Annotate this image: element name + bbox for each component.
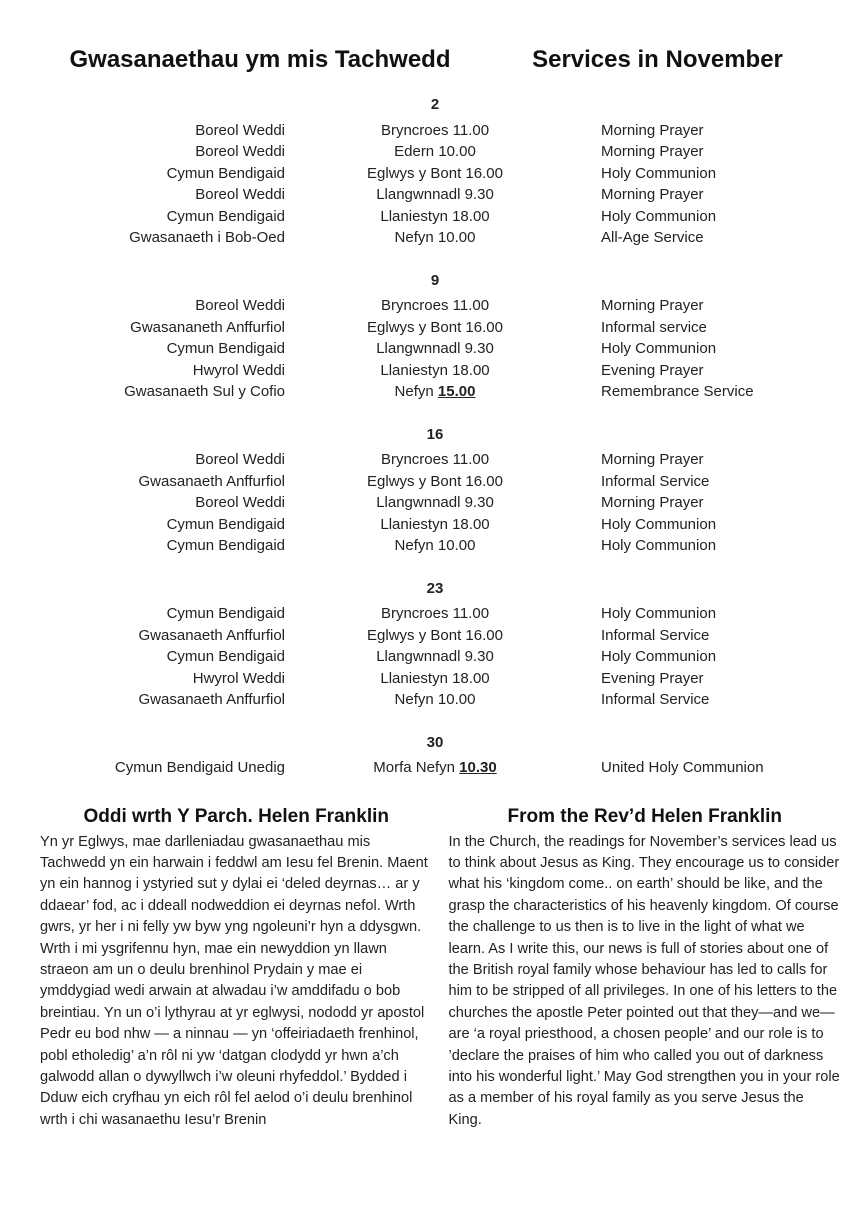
location-time-text: Nefyn 10.00	[394, 229, 476, 246]
page-header	[0, 46, 865, 74]
letter-body-english: In the Church, the readings for November’s services lead us to think about Jesus as King. They encourage us to consider what his ‘kingdom come.. on earth’ should be like, and the grasp the characteristics of his heavenly kingdom. Of course the challenge to us then is to live in the light of what we learn. As I write this, our news is full of stories about one of the British royal family whose behaviour has led to calls for him to be stripped of all privileges. In one of his letters to the churches the apostle Peter pointed out that they—and we—are ‘a royal priesthood, a chosen people’ and our role is to ’declare the praises of him who called you out of darkness into his wonderful light.’ May God strengthen you in your role as a member of his royal family as you serve Jesus the King.	[448, 833, 840, 1128]
service-name-welsh: Cymun Bendigaid	[166, 648, 285, 665]
service-name-welsh: Hwyrol Weddi	[192, 669, 285, 687]
service-name-welsh: Gwasananeth Anffurfiol	[130, 318, 285, 336]
service-name-english: Remembrance Service	[601, 383, 754, 400]
service-name-english: Informal service	[601, 318, 707, 336]
service-location-time	[285, 295, 585, 317]
service-name-welsh: Cymun Bendigaid	[166, 537, 285, 554]
service-name-english: Holy Communion	[601, 648, 717, 665]
service-location-time	[285, 317, 585, 339]
service-row	[0, 514, 865, 536]
service-name-welsh: Hwyrol Weddi	[192, 361, 285, 379]
service-name-english: Holy Communion	[601, 164, 717, 182]
service-name-english: Morning Prayer	[601, 297, 704, 314]
location-time-text: Eglwys y Bont 16.00	[367, 164, 503, 182]
location-time-text: Llangwnnadl 9.30	[376, 494, 494, 511]
letters-section	[0, 805, 865, 1132]
service-location-time	[285, 757, 585, 779]
date-row	[0, 578, 865, 600]
letter-welsh	[40, 805, 433, 1132]
service-name-welsh: Boreol Weddi	[195, 451, 285, 468]
service-location-time	[285, 603, 585, 625]
service-name-welsh: Gwasanaeth i Bob-Oed	[129, 229, 285, 246]
service-row	[0, 668, 865, 690]
letter-title-welsh: Oddi wrth Y Parch. Helen Franklin	[83, 805, 389, 827]
letter-english	[449, 805, 842, 1132]
location-time-text: Llaniestyn 18.00	[380, 669, 490, 687]
location-time-text: Bryncroes 11.00	[380, 605, 490, 622]
location-time-text: Bryncroes 11.00	[380, 451, 490, 468]
date-row	[0, 424, 865, 446]
service-row	[0, 141, 865, 163]
service-location-time	[285, 689, 585, 711]
service-location-time	[285, 141, 585, 163]
service-name-english: Holy Communion	[601, 605, 717, 622]
service-name-welsh: Cymun Bendigaid	[166, 164, 285, 182]
service-row	[0, 120, 865, 142]
date-row	[0, 732, 865, 754]
location-time-text: Edern 10.00	[394, 143, 476, 160]
location-time-text: Eglwys y Bont 16.00	[367, 626, 503, 644]
location-time-text: Nefyn 10.00	[394, 691, 476, 708]
service-name-english: Evening Prayer	[601, 669, 704, 687]
location-time-text: Nefyn 10.00	[394, 537, 476, 554]
service-location-time	[285, 338, 585, 360]
service-row	[0, 317, 865, 339]
service-name-welsh: Cymun Bendigaid	[166, 207, 285, 225]
location-time-text: Eglwys y Bont 16.00	[367, 318, 503, 336]
service-location-time	[285, 646, 585, 668]
location-time-text: Bryncroes 11.00	[380, 121, 490, 139]
service-row	[0, 227, 865, 249]
service-row	[0, 471, 865, 493]
date-label: 30	[426, 733, 444, 751]
service-row	[0, 492, 865, 514]
location-time-text: Llangwnnadl 9.30	[376, 648, 494, 665]
date-label: 23	[426, 579, 444, 597]
service-name-english: Morning Prayer	[601, 186, 704, 203]
service-location-time	[285, 668, 585, 690]
date-label: 2	[430, 96, 440, 113]
service-location-time	[285, 625, 585, 647]
service-name-welsh: Cymun Bendigaid Unedig	[114, 759, 285, 776]
location-time-emphasis: 15.00	[437, 383, 476, 400]
service-location-time	[285, 360, 585, 382]
service-location-time	[285, 381, 585, 403]
service-name-english: Informal Service	[601, 691, 710, 708]
service-location-time	[285, 535, 585, 557]
service-name-english: Evening Prayer	[601, 361, 704, 379]
service-name-english: Morning Prayer	[601, 494, 704, 511]
page-title-welsh: Gwasanaethau ym mis Tachwedd	[69, 46, 451, 73]
service-location-time	[285, 492, 585, 514]
service-name-english: United Holy Communion	[601, 759, 764, 776]
service-row	[0, 206, 865, 228]
service-name-english: Morning Prayer	[601, 143, 704, 160]
date-label: 16	[426, 425, 444, 443]
location-time-text: Nefyn	[394, 383, 438, 400]
service-location-time	[285, 120, 585, 142]
service-row	[0, 381, 865, 403]
location-time-text: Llangwnnadl 9.30	[376, 340, 494, 357]
letter-title-english: From the Rev’d Helen Franklin	[507, 805, 782, 827]
service-location-time	[285, 471, 585, 493]
service-name-welsh: Gwasanaeth Anffurfiol	[138, 472, 285, 490]
service-row	[0, 603, 865, 625]
service-name-welsh: Gwasanaeth Sul y Cofio	[124, 383, 285, 400]
location-time-text: Llaniestyn 18.00	[380, 515, 490, 533]
service-name-welsh: Boreol Weddi	[195, 494, 285, 511]
page-title-english: Services in November	[532, 46, 783, 73]
service-row	[0, 625, 865, 647]
letter-body-welsh: Yn yr Eglwys, mae darlleniadau gwasanaethau mis Tachwedd yn ein harwain i feddwl am Iesu fel Brenin. Maent yn ein hannog i ystyried sut y dylai ei ‘deled deyrnas… ar y ddaear’ fod, ac i ddeall nodweddion ei deyrnas nefol. Wrth gwrs, yr her i ni felly yw byw yng ngoleuni’r hyn a ddysgwn. Wrth i mi ysgrifennu hyn, mae ein newyddion yn llawn straeon am un o deulu brenhinol Prydain y mae ei ymddygiad wedi arwain at alwadau i’w amddifadu o bob breintiau. Yn un o’i lythyrau at yr eglwysi, nododd yr apostol Pedr eu bod nhw — a ninnau — yn ‘offeiriadaeth frenhinol, pobl etholedig’ a’n rôl ni yw ‘datgan clodydd yr hwn a’ch galwodd allan o dywyllwch i’w oleuni rhyfeddol.’ Bydded i Dduw eich cryfhau yn eich rôl fel aelod o’i deulu brenhinol wrth i chi wasanaethu Iesu’r Brenin	[40, 833, 428, 1128]
service-name-english: All-Age Service	[601, 229, 704, 246]
service-row	[0, 163, 865, 185]
service-name-english: Morning Prayer	[601, 121, 704, 139]
date-row	[0, 94, 865, 116]
service-name-welsh: Boreol Weddi	[195, 143, 285, 160]
service-row	[0, 338, 865, 360]
service-location-time	[285, 449, 585, 471]
location-time-text: Llangwnnadl 9.30	[376, 186, 494, 203]
service-name-english: Holy Communion	[601, 207, 717, 225]
service-location-time	[285, 184, 585, 206]
service-name-welsh: Cymun Bendigaid	[166, 515, 285, 533]
service-location-time	[285, 514, 585, 536]
service-row	[0, 646, 865, 668]
schedule-section-nov-16	[0, 424, 865, 557]
service-name-english: Informal Service	[601, 472, 710, 490]
service-row	[0, 449, 865, 471]
service-name-welsh: Boreol Weddi	[195, 297, 285, 314]
location-time-text: Llaniestyn 18.00	[380, 207, 490, 225]
schedule-section-nov-9	[0, 270, 865, 403]
service-name-welsh: Cymun Bendigaid	[166, 340, 285, 357]
service-location-time	[285, 163, 585, 185]
service-row	[0, 689, 865, 711]
service-row	[0, 360, 865, 382]
service-name-english: Morning Prayer	[601, 451, 704, 468]
date-label: 9	[430, 271, 440, 289]
schedule-section-nov-23	[0, 578, 865, 711]
service-name-english: Holy Communion	[601, 515, 717, 533]
service-name-welsh: Gwasanaeth Anffurfiol	[138, 691, 285, 708]
service-name-welsh: Cymun Bendigaid	[166, 605, 285, 622]
service-row	[0, 535, 865, 557]
location-time-text: Llaniestyn 18.00	[380, 361, 490, 379]
service-name-welsh: Gwasanaeth Anffurfiol	[138, 626, 285, 644]
service-schedule	[0, 94, 865, 779]
location-time-text: Eglwys y Bont 16.00	[367, 472, 503, 490]
schedule-section-nov-2	[0, 94, 865, 249]
location-time-text: Morfa Nefyn	[373, 759, 460, 776]
service-name-english: Informal Service	[601, 626, 710, 644]
service-row	[0, 757, 865, 779]
service-location-time	[285, 227, 585, 249]
service-row	[0, 184, 865, 206]
schedule-section-nov-30	[0, 732, 865, 779]
service-name-english: Holy Communion	[601, 340, 717, 357]
service-name-english: Holy Communion	[601, 537, 717, 554]
location-time-text: Bryncroes 11.00	[380, 297, 490, 314]
service-name-welsh: Boreol Weddi	[195, 121, 285, 139]
service-location-time	[285, 206, 585, 228]
service-name-welsh: Boreol Weddi	[195, 186, 285, 203]
service-row	[0, 295, 865, 317]
location-time-emphasis: 10.30	[459, 759, 497, 776]
date-row	[0, 270, 865, 292]
